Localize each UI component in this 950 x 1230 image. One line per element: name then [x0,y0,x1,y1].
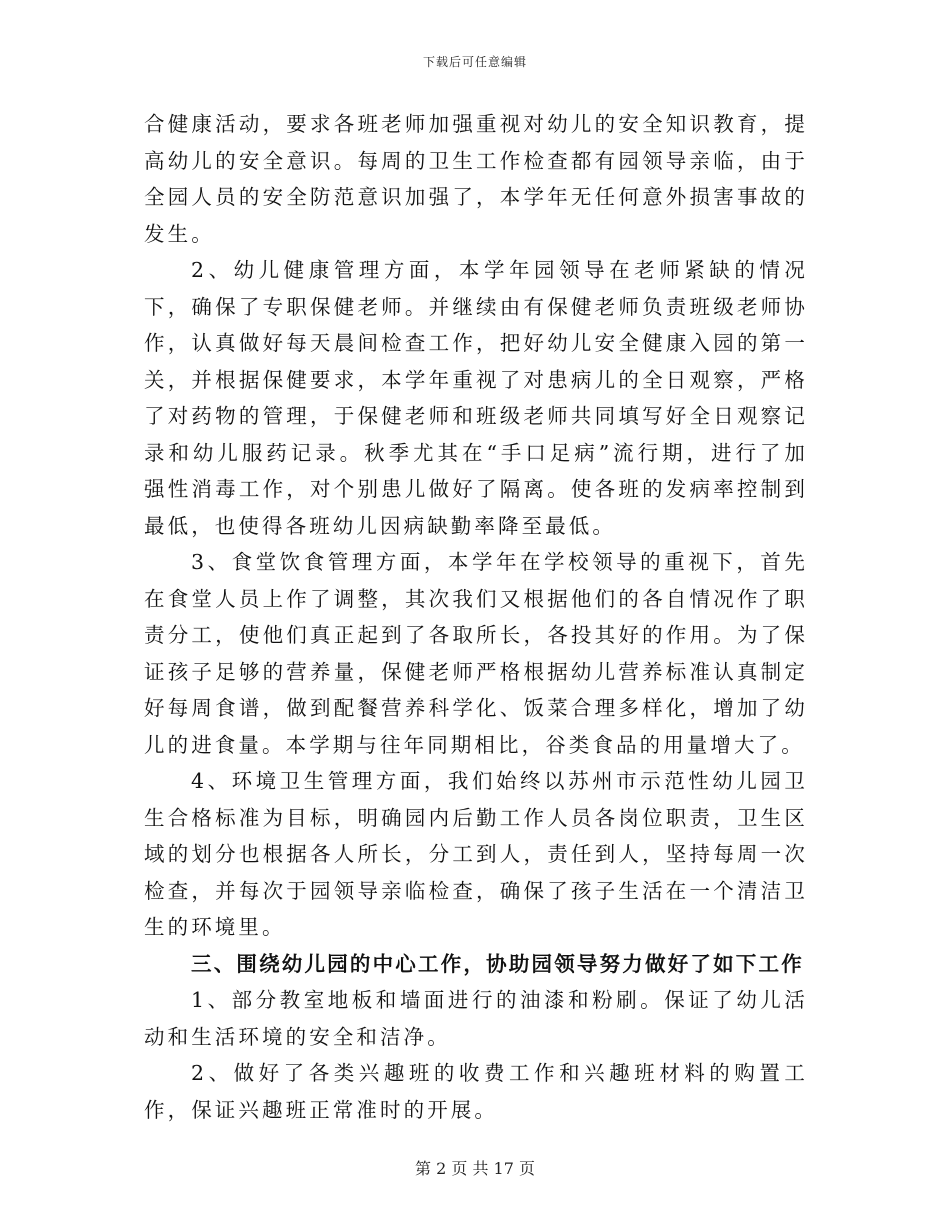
section-heading-three: 三、围绕幼儿园的中心工作，协助园领导努力做好了如下工作 [191,951,804,976]
paragraph-classroom-painting: 1、部分教室地板和墙面进行的油漆和粉刷。保证了幼儿活动和生活环境的安全和洁净。 [144,988,808,1049]
document-body [144,106,808,1128]
paragraph-environment-hygiene: 4、环境卫生管理方面，我们始终以苏州市示范性幼儿园卫生合格标准为目标，明确园内后勤工作人员各岗位职责，卫生区域的划分也根据各人所长，分工到人，责任到人，坚持每周一次检查，并每次于园领导亲临检查，确保了孩子生活在一个清洁卫生的环境里。 [144,769,808,939]
paragraph-canteen-management: 3、食堂饮食管理方面，本学年在学校领导的重视下，首先在食堂人员上作了调整，其次我们又根据他们的各自情况作了职责分工，使他们真正起到了各取所长，各投其好的作用。为了保证孩子足够的营养量，保健老师严格根据幼儿营养标准认真制定好每周食谱，做到配餐营养科学化、饭菜合理多样化，增加了幼儿的进食量。本学期与往年同期相比，谷类食品的用量增大了。 [144,550,808,757]
page-number-footer: 第 2 页 共 17 页 [415,1159,535,1178]
paragraph-continuation: 合健康活动，要求各班老师加强重视对幼儿的安全知识教育，提高幼儿的安全意识。每周的卫生工作检查都有园领导亲临，由于全园人员的安全防范意识加强了，本学年无任何意外损害事故的发生。 [144,112,808,246]
page-header-note: 下载后可任意编辑 [422,55,527,69]
paragraph-interest-classes: 2、做好了各类兴趣班的收费工作和兴趣班材料的购置工作，保证兴趣班正常准时的开展。 [144,1061,808,1122]
paragraph-health-management: 2、幼儿健康管理方面，本学年园领导在老师紧缺的情况下，确保了专职保健老师。并继续由有保健老师负责班级老师协作，认真做好每天晨间检查工作，把好幼儿安全健康入园的第一关，并根据保健要求，本学年重视了对患病儿的全日观察，严格了对药物的管理，于保健老师和班级老师共同填写好全日观察记录和幼儿服药记录。秋季尤其在“手口足病”流行期，进行了加强性消毒工作，对个别患儿做好了隔离。使各班的发病率控制到最低，也使得各班幼儿因病缺勤率降至最低。 [144,258,808,538]
